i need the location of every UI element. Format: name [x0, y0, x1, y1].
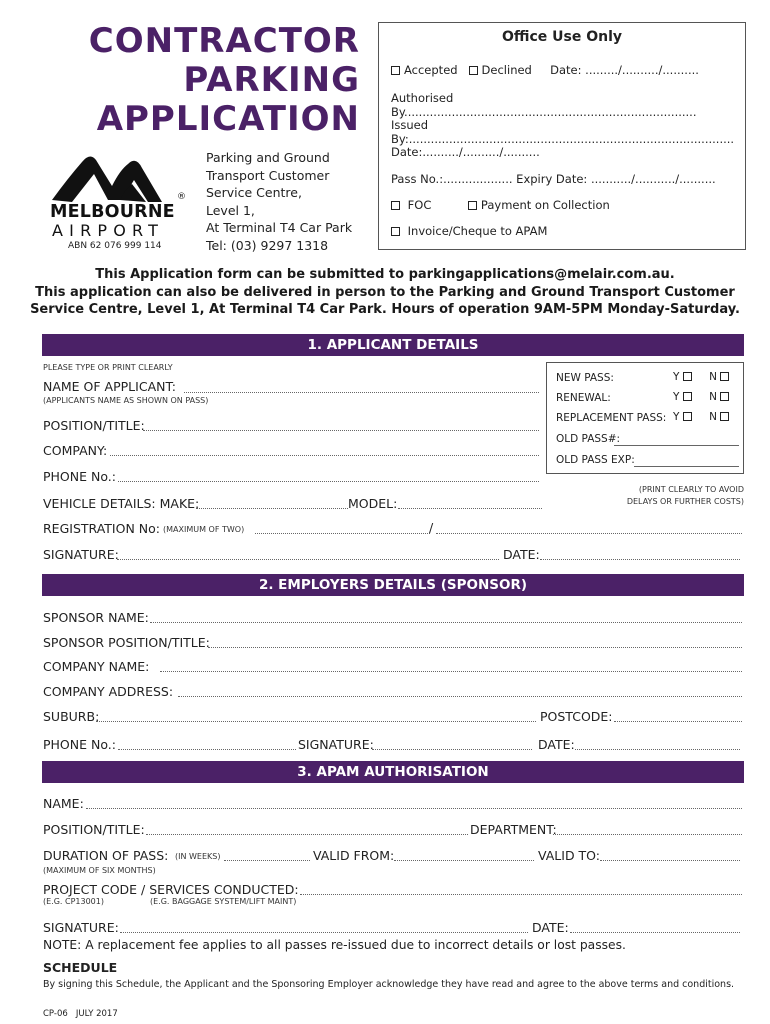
company-label: COMPANY:	[43, 443, 108, 458]
signature-label: SIGNATURE:	[43, 547, 119, 562]
position-label: POSITION/TITLE:	[43, 418, 145, 433]
old-pass-exp-label: OLD PASS EXP:	[556, 454, 635, 466]
old-pass-exp-field[interactable]	[634, 466, 739, 467]
accepted-label: Accepted	[404, 63, 458, 77]
sponsor-name-label: SPONSOR NAME:	[43, 610, 149, 625]
old-pass-label: OLD PASS#:	[556, 433, 621, 445]
company-name-label: COMPANY NAME:	[43, 659, 150, 674]
address-line: Level 1,	[206, 202, 255, 218]
renewal-yes-checkbox[interactable]	[683, 392, 692, 401]
max-six-months-note: (MAXIMUM OF SIX MONTHS)	[43, 866, 156, 875]
print-clearly-note: PLEASE TYPE OR PRINT CLEARLY	[43, 363, 173, 372]
form-title	[60, 22, 360, 139]
new-pass-yes-checkbox[interactable]	[683, 372, 692, 381]
valid-to-label: VALID TO:	[538, 848, 601, 863]
renewal-yn	[673, 391, 733, 403]
yes-label: Y	[673, 411, 680, 423]
apam-position-label: POSITION/TITLE:	[43, 822, 145, 837]
replacement-no-checkbox[interactable]	[720, 412, 729, 421]
renewal-label: RENEWAL:	[556, 392, 611, 404]
date-field[interactable]	[540, 559, 740, 560]
form-code: CP-06 JULY 2017	[43, 1009, 118, 1019]
logo-melbourne: MELBOURNE	[50, 202, 175, 222]
apam-position-field[interactable]	[146, 834, 468, 835]
office-use-heading: Office Use Only	[501, 29, 623, 45]
payment-label: Payment on Collection	[480, 198, 610, 212]
section-2-header: 2. EMPLOYERS DETAILS (SPONSOR)	[42, 574, 744, 596]
valid-from-label: VALID FROM:	[313, 848, 395, 863]
invoice-checkbox[interactable]	[391, 227, 400, 236]
address-line: Transport Customer	[206, 167, 330, 183]
intro-line: Service Centre, Level 1, At Terminal T4 Car Park. Hours of operation 9AM-5PM Monday-Saturday.	[30, 302, 740, 317]
suburb-field[interactable]	[96, 721, 536, 722]
intro-line: This Application form can be submitted to parkingapplications@melair.com.au.	[95, 267, 675, 282]
office-date: Date: ........./........../..........	[550, 63, 699, 77]
address-line: Service Centre,	[206, 185, 302, 200]
department-field[interactable]	[553, 834, 742, 835]
new-pass-no-checkbox[interactable]	[720, 372, 729, 381]
applicant-name-label: NAME OF APPLICANT:	[43, 379, 176, 394]
valid-to-field[interactable]	[600, 860, 740, 861]
vehicle-make-label: VEHICLE DETAILS: MAKE:	[43, 496, 200, 511]
phone-label: PHONE No.:	[43, 469, 116, 484]
title-line: APPLICATION	[96, 99, 360, 139]
no-label: N	[709, 391, 717, 403]
project-code-field[interactable]	[300, 894, 742, 895]
authorised-by[interactable]: Authorised By................................................................................	[391, 91, 697, 119]
vehicle-model-field[interactable]	[398, 508, 542, 509]
abn: ABN 62 076 999 114	[68, 241, 162, 251]
position-field[interactable]	[143, 430, 539, 431]
vehicle-model-label: MODEL:	[348, 496, 398, 511]
apam-date-field[interactable]	[570, 932, 740, 933]
company-address-label: COMPANY ADDRESS:	[43, 684, 174, 699]
renewal-no-checkbox[interactable]	[720, 392, 729, 401]
duration-field[interactable]	[224, 860, 310, 861]
replacement-label: REPLACEMENT PASS:	[556, 412, 667, 424]
address-line: At Terminal T4 Car Park	[206, 220, 353, 235]
registration-slash: /	[429, 520, 434, 535]
sponsor-position-label: SPONSOR POSITION/TITLE:	[43, 635, 210, 650]
replacement-yes-checkbox[interactable]	[683, 412, 692, 421]
sponsor-signature-label: SIGNATURE:	[298, 737, 374, 752]
postcode-label: POSTCODE:	[540, 709, 613, 724]
apam-signature-field[interactable]	[120, 932, 528, 933]
print-clearly-warning	[560, 484, 744, 508]
title-line: PARKING	[183, 60, 360, 100]
submission-instructions	[20, 266, 750, 319]
apam-name-label: NAME:	[43, 796, 84, 811]
apam-signature-label: SIGNATURE:	[43, 920, 119, 935]
registered-mark: ®	[177, 192, 186, 202]
project-code-example: (E.G. CP13001)	[43, 897, 104, 906]
yes-label: Y	[673, 371, 680, 383]
accepted-checkbox[interactable]	[391, 66, 400, 75]
section-1-header: 1. APPLICANT DETAILS	[42, 334, 744, 356]
intro-line: This application can also be delivered in person to the Parking and Ground Transport Customer	[35, 284, 735, 300]
title-line: CONTRACTOR	[88, 21, 360, 61]
duration-label: DURATION OF PASS:	[43, 848, 169, 863]
payment-row	[391, 198, 610, 212]
sponsor-date-field[interactable]	[575, 749, 740, 750]
issued-by[interactable]: Issued By:.........................................................................................	[391, 118, 735, 146]
sponsor-signature-field[interactable]	[372, 749, 532, 750]
declined-checkbox[interactable]	[469, 66, 478, 75]
date-label: DATE:	[503, 547, 540, 562]
phone-field[interactable]	[118, 481, 539, 482]
sponsor-phone-field[interactable]	[118, 749, 296, 750]
old-pass-field[interactable]	[614, 445, 739, 446]
yes-label: Y	[673, 391, 680, 403]
pass-type-box	[546, 362, 744, 474]
foc-checkbox[interactable]	[391, 201, 400, 210]
department-label: DEPARTMENT:	[470, 822, 557, 837]
project-code-label: PROJECT CODE / SERVICES CONDUCTED:	[43, 882, 299, 897]
applicant-name-field[interactable]	[184, 392, 539, 393]
sponsor-name-field[interactable]	[150, 622, 742, 623]
office-date-2[interactable]: Date:........../........../..........	[391, 145, 540, 159]
registration-label: REGISTRATION No:	[43, 521, 160, 536]
address-line: Tel: (03) 9297 1318	[206, 237, 329, 253]
company-address-field[interactable]	[178, 696, 742, 697]
sponsor-phone-label: PHONE No.:	[43, 737, 116, 752]
address-line: Parking and Ground	[206, 150, 330, 165]
office-status-row	[391, 63, 699, 77]
print-note-line: DELAYS OR FURTHER COSTS)	[626, 497, 744, 506]
logo-airport: AIRPORT	[52, 221, 165, 240]
apam-name-field[interactable]	[86, 808, 742, 809]
services-example: (E.G. BAGGAGE SYSTEM/LIFT MAINT)	[150, 897, 297, 906]
company-name-field[interactable]	[160, 671, 742, 672]
schedule-heading: SCHEDULE	[43, 960, 118, 975]
no-label: N	[709, 371, 717, 383]
office-use-box	[378, 22, 746, 250]
payment-checkbox[interactable]	[468, 201, 477, 210]
vehicle-make-field[interactable]	[196, 508, 348, 509]
replacement-yn	[673, 411, 733, 423]
apam-date-label: DATE:	[532, 920, 569, 935]
registration-note: (MAXIMUM OF TWO)	[163, 525, 245, 534]
registration-field-2[interactable]	[436, 533, 742, 534]
company-field[interactable]	[110, 455, 539, 456]
declined-label: Declined	[481, 63, 532, 77]
schedule-text: By signing this Schedule, the Applicant and the Sponsoring Employer acknowledge they have read and agree to the above terms and conditions.	[43, 979, 735, 990]
new-pass-yn	[673, 371, 733, 383]
suburb-label: SUBURB:	[43, 709, 100, 724]
invoice-label: Invoice/Cheque to APAM	[407, 224, 548, 238]
section-3-header: 3. APAM AUTHORISATION	[42, 761, 744, 783]
valid-from-field[interactable]	[394, 860, 534, 861]
invoice-row	[391, 224, 547, 238]
service-centre-address	[206, 149, 352, 254]
print-note-line: (PRINT CLEARLY TO AVOID	[638, 485, 744, 494]
foc-label: FOC	[407, 198, 432, 212]
registration-field-1[interactable]	[255, 533, 430, 534]
sponsor-date-label: DATE:	[538, 737, 575, 752]
replacement-fee-note: NOTE: A replacement fee applies to all passes re-issued due to incorrect details or lost passes.	[43, 938, 626, 952]
signature-field[interactable]	[117, 559, 499, 560]
postcode-field[interactable]	[614, 721, 742, 722]
applicant-name-note: (APPLICANTS NAME AS SHOWN ON PASS)	[43, 396, 209, 405]
sponsor-position-field[interactable]	[208, 647, 742, 648]
in-weeks-note: (IN WEEKS)	[175, 852, 221, 861]
new-pass-label: NEW PASS:	[556, 372, 614, 384]
pass-no-expiry[interactable]: Pass No.:................... Expiry Date: .........../.........../..........	[391, 172, 716, 186]
no-label: N	[709, 411, 717, 423]
